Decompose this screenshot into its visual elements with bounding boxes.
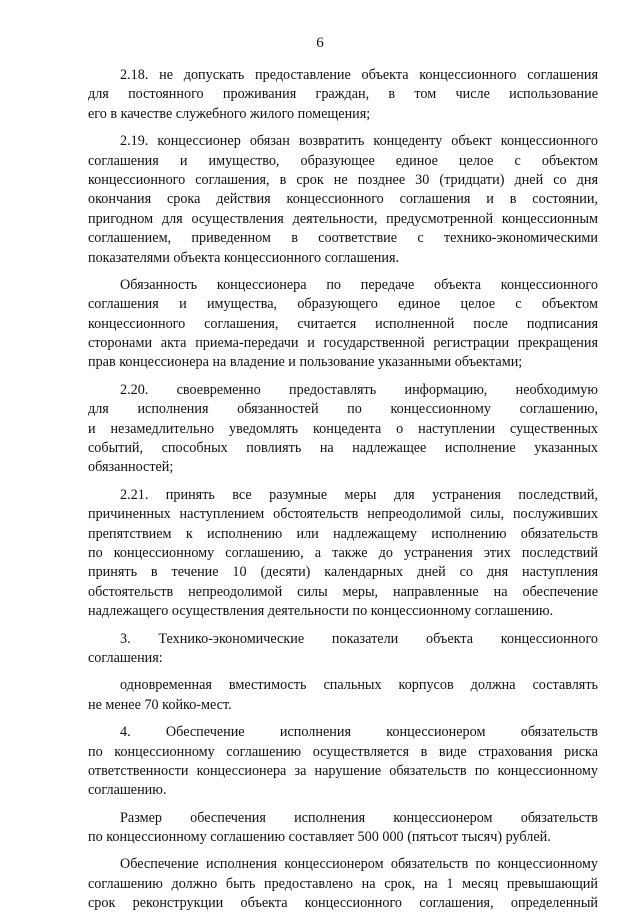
text-line: не менее 70 койко-мест. [88,696,232,713]
text-line: Обязанность концессионера по передаче объекта концессионного [120,276,598,293]
page-number: 6 [316,35,324,51]
text-line: по концессионному соглашению, а также до устранения этих последствий [88,544,598,561]
text-line: для постоянного проживания граждан, в том числе использование [88,86,598,103]
paragraph [88,486,598,622]
text-line: соглашения и имущества, образующего единое целое с объектом [88,296,598,313]
text-line: сторонами акта приема-передачи и государственной регистрации прекращения [88,335,598,352]
text-line: 2.21. принять все разумные меры для устранения последствий, [120,486,598,503]
paragraph [88,676,598,715]
text-line: срок реконструкции объекта концессионного соглашения, определенный [88,895,598,912]
text-line: и незамедлительно уведомлять концедента о наступлении существенных [88,420,598,437]
paragraph [88,66,598,124]
paragraph [88,723,598,801]
text-line: событий, способных повлиять на надлежащее исполнение указанных [88,440,598,457]
paragraph [88,132,598,268]
text-line: Обеспечение исполнения концессионером обязательств по концессионному [120,856,598,873]
text-line: прав концессионера на владение и пользование указанными объектами; [88,354,523,371]
paragraph [88,381,598,478]
text-line: причиненных наступлением обстоятельств непреодолимой силы, послуживших [88,506,598,523]
text-line: соглашению должно быть предоставлено на срок, на 1 месяц превышающий [88,875,598,892]
text-line: 2.18. не допускать предоставление объекта концессионного соглашения [120,67,598,83]
text-line: 3. Технико-экономические показатели объекта концессионного [120,630,598,647]
document-body [88,66,598,922]
text-line: обязанностей; [88,459,174,476]
text-line: 2.20. своевременно предоставлять информацию, необходимую [120,381,598,398]
text-line: соглашением, приведенном в соответствие с технико-экономическими [88,230,598,247]
text-line: пригодном для осуществления деятельности, предусмотренной концессионным [88,210,598,227]
text-line: надлежащего осуществления деятельности по концессионному соглашению. [88,603,554,620]
text-line: его в качестве служебного жилого помещения; [88,105,371,122]
text-line: ответственности концессионера за нарушение обязательств по концессионному [88,762,598,779]
text-line: окончания срока действия концессионного соглашения и в состоянии, [88,191,598,208]
text-line: концессионного соглашения, считается исполненной после подписания [88,315,598,332]
text-line: соглашению. [88,782,167,799]
text-line: соглашения: [88,649,163,666]
text-line: по концессионному соглашению составляет 500 000 (пятьсот тысяч) рублей. [88,829,551,846]
text-line: концессионного соглашения, в срок не позднее 30 (тридцати) дней со дня [88,171,598,188]
text-line: Размер обеспечения исполнения концессионером обязательств [120,809,598,826]
text-line: по концессионному соглашению осуществляется в виде страхования риска [88,743,598,760]
text-line: 2.19. концессионер обязан возвратить концеденту объект концессионного [120,133,598,150]
text-line: показателями объекта концессионного соглашения. [88,249,400,266]
text-line: 4. Обеспечение исполнения концессионером обязательств [120,724,598,741]
text-line: для исполнения обязанностей по концессионному соглашению, [88,401,598,418]
paragraph [88,276,598,373]
text-line: принять в течение 10 (десяти) календарных дней со дня наступления [88,564,598,581]
text-line: соглашения и имущество, образующее единое целое с объектом [88,152,598,169]
text-line: обстоятельств непреодолимой силы меры, направленные на обеспечение [88,583,598,600]
text-line: одновременная вместимость спальных корпусов должна составлять [120,677,598,694]
paragraph [88,809,598,848]
paragraph [88,630,598,669]
text-line: препятствием к исполнению или надлежащему исполнению обязательств [88,525,598,542]
